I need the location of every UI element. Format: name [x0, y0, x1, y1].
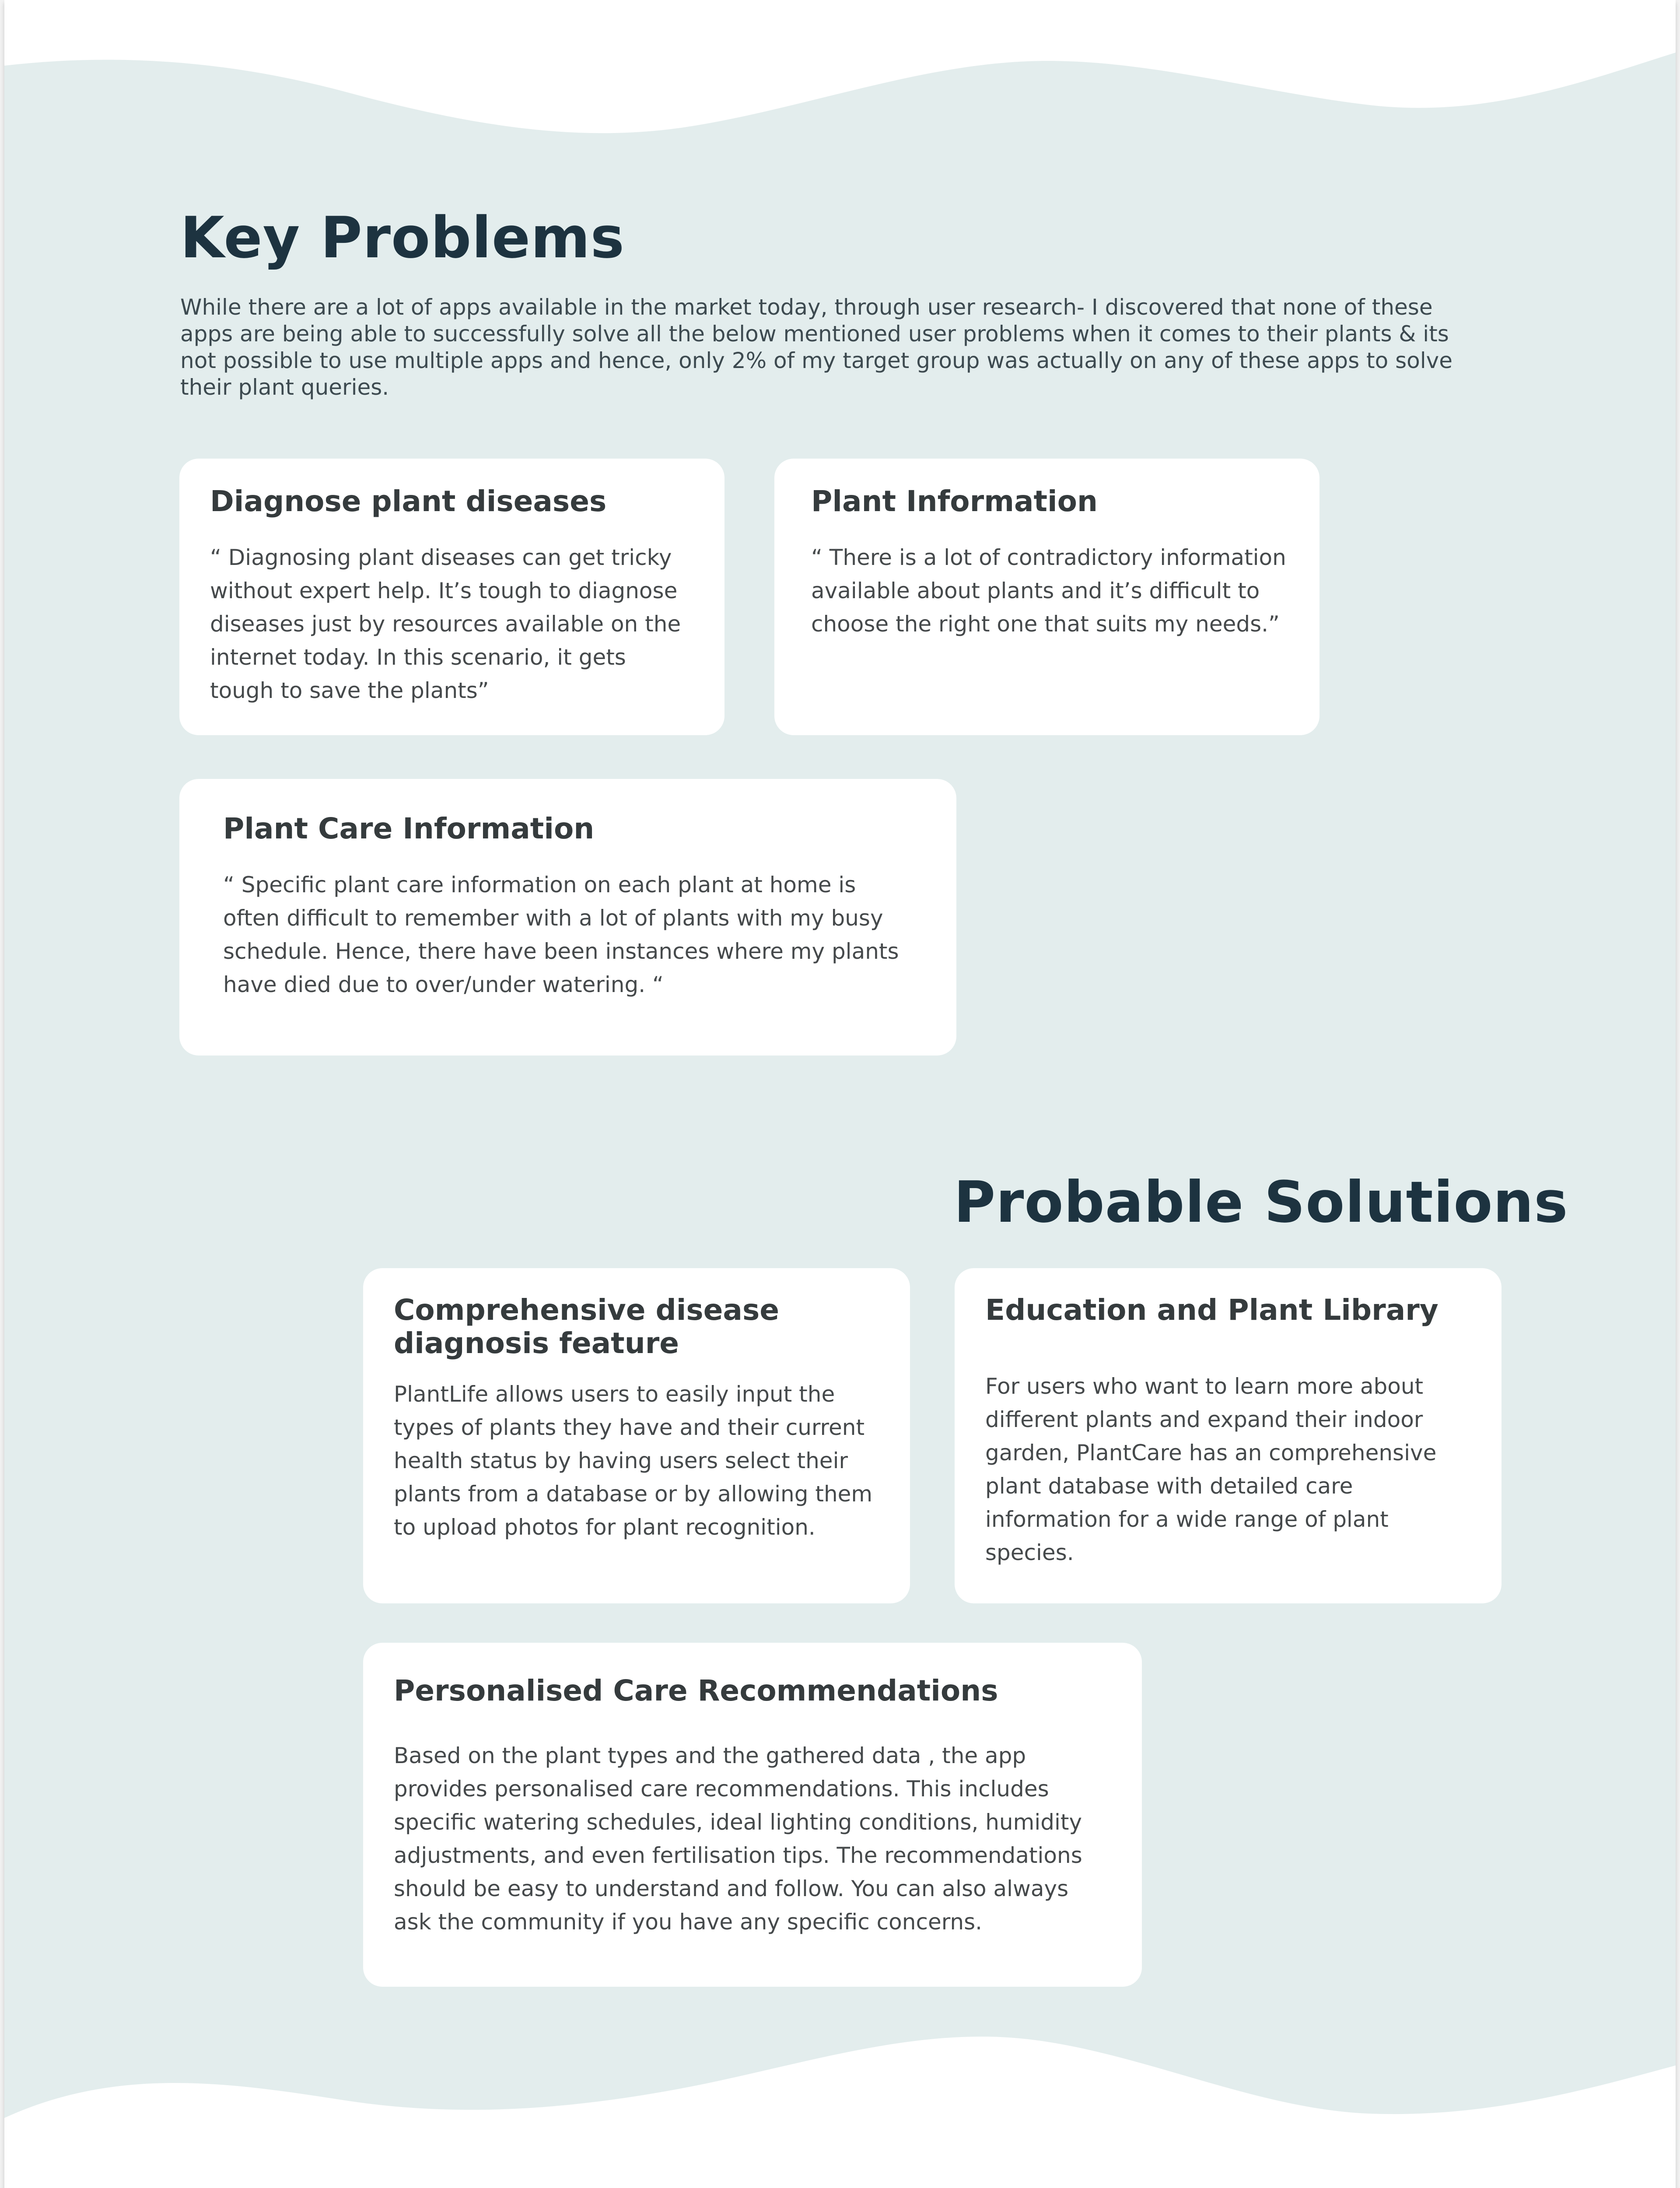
problem-card-plant-care: [179, 779, 956, 1055]
solution-card-plant-library: [955, 1268, 1502, 1603]
card-title: Diagnose plant diseases: [210, 484, 607, 518]
card-body: Based on the plant types and the gathered data , the app provides personalised care recommendations. This includes specific watering schedules, ideal lighting conditions, humidity adjustments, and even fertilisation tips. The recommendations should be easy to understand and follow. You can also always ask the community if you have any specific concerns.: [394, 1743, 1082, 1935]
probable-solutions-title: Probable Solutions: [954, 1169, 1568, 1235]
key-problems-title: Key Problems: [180, 204, 625, 271]
card-body: “ Specific plant care information on each plant at home is often difficult to remember with a lot of plants with my busy schedule. Hence, there have been instances where my plants have died due to over/under watering. “: [223, 872, 899, 997]
card-body: For users who want to learn more about different plants and expand their indoor garden, PlantCare has an comprehensive plant database with detailed care information for a wide range of plant species.: [985, 1374, 1437, 1565]
solution-card-care-recommendations: [363, 1643, 1142, 1987]
key-problems-intro: While there are a lot of apps available in the market today, through user research- I discovered that none of these apps are being able to successfully solve all the below mentioned user problems when it comes to their plants & its not possible to use multiple apps and hence, only 2% of my target group was actually on any of these apps to solve their plant queries.: [180, 295, 1452, 400]
card-title: Personalised Care Recommendations: [394, 1674, 998, 1708]
solution-card-disease-diagnosis: [363, 1268, 910, 1603]
card-title: Plant Care Information: [223, 812, 595, 845]
document-page: [4, 0, 1676, 2188]
card-body: “ There is a lot of contradictory information available about plants and it’s difficult to choose the right one that suits my needs.”: [811, 545, 1286, 637]
card-title: Education and Plant Library: [985, 1293, 1438, 1327]
card-body: “ Diagnosing plant diseases can get tricky without expert help. It’s tough to diagnose diseases just by resources available on the internet today. In this scenario, it gets tough to save the plants”: [210, 545, 681, 703]
problem-card-diagnose: [179, 459, 724, 735]
problem-card-plant-information: [774, 459, 1320, 735]
card-body: PlantLife allows users to easily input the types of plants they have and their current health status by having users select their plants from a database or by allowing them to upload photos for plant recognition.: [394, 1382, 873, 1540]
card-title: Plant Information: [811, 484, 1098, 518]
card-title: Comprehensive disease diagnosis feature: [394, 1293, 780, 1360]
